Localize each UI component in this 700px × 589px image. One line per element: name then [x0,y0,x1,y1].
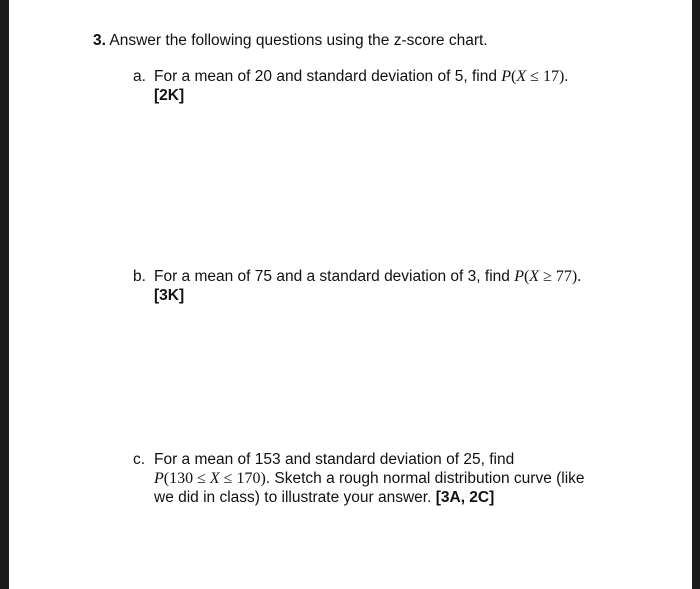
part-c-close-paren: ) [260,470,266,487]
part-c-open-paren: ( [163,470,170,487]
part-b-prob-fn: P [514,268,524,285]
part-b-prompt [133,267,581,286]
part-a-value: 17 [542,68,559,85]
question-heading [93,31,488,51]
part-c-expression [154,470,266,487]
part-b-variable: X [529,268,540,285]
part-a-marker: a. [133,68,146,85]
part-b-marks-line [133,286,581,305]
part-c-prompt [133,450,585,469]
part-b-value: 77 [555,268,572,285]
part-c-line2-rest: . Sketch a rough normal distribution curve (like [265,470,585,487]
part-a [133,67,568,105]
part-a-expression [501,68,568,85]
part-a-prob-fn: P [501,68,512,85]
part-a-open-paren: ( [511,68,517,85]
question-text: Answer the following questions using the z-score chart. [109,32,488,49]
part-c-operator-2: ≤ [219,470,237,487]
part-c-operator-1: ≤ [193,470,210,487]
part-b-expression [514,268,581,285]
part-a-marks-line [133,86,568,105]
part-a-marks: [2K] [154,87,185,104]
part-a-text: For a mean of 20 and standard deviation of 5, find [154,68,497,85]
part-c-line2 [133,469,585,488]
part-a-variable: X [516,68,527,85]
part-b-operator: ≥ [539,268,556,285]
part-b-text: For a mean of 75 and a standard deviation of 3, find [154,268,510,285]
question-number: 3. [93,32,106,49]
part-b [133,267,581,305]
part-a-operator: ≤ [526,68,543,85]
worksheet-page [9,0,692,589]
part-b-marker: b. [133,268,146,285]
part-c-variable: X [209,470,220,487]
part-b-open-paren: ( [523,268,530,285]
part-a-close-paren: ). [558,68,569,85]
part-b-marks: [3K] [154,287,185,304]
part-c-lower-bound: 130 [169,470,194,487]
part-c-line3-text: we did in class) to illustrate your answer. [154,489,432,506]
part-c-prob-fn: P [154,470,164,487]
part-c-marker: c. [133,451,146,468]
part-c-upper-bound: 170 [236,470,261,487]
part-c-marks: [3A, 2C] [435,489,495,506]
part-c-line3 [133,488,585,507]
right-window-edge [692,0,700,589]
part-a-prompt [133,67,568,86]
left-window-edge [0,0,9,589]
part-b-close-paren: ). [571,268,582,285]
part-c [133,450,585,507]
part-c-line1: For a mean of 153 and standard deviation of 25, find [154,451,515,468]
